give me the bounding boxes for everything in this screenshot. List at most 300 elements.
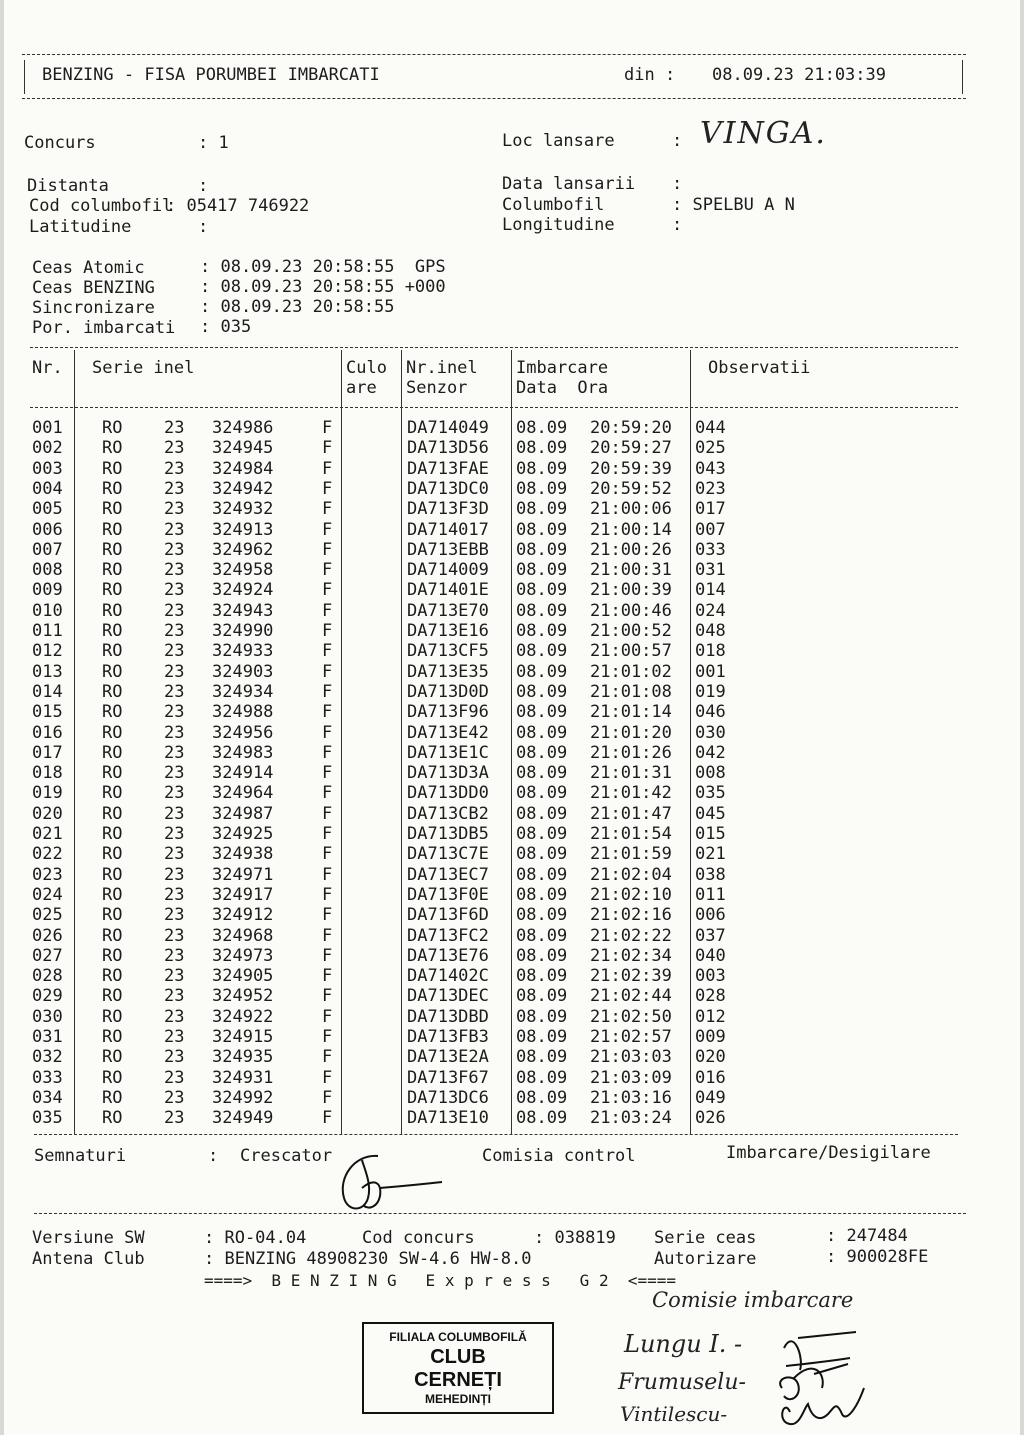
row-country: RO [102,438,123,459]
row-sensor: DA713EC7 [407,864,489,885]
row-year: 23 [164,844,185,865]
columbofil-value: : SPELBU A N [672,195,795,215]
row-year: 23 [164,681,185,702]
row-observation: 044 [695,418,726,438]
loc-lansare-value: VINGA. [700,116,827,151]
row-ring-number: 324938 [212,844,274,865]
row-observation: 049 [695,1087,726,1108]
row-country: RO [102,986,123,1007]
row-sensor: DA713F3D [407,499,489,520]
row-date: 08.09 [516,986,568,1007]
row-nr: 014 [32,681,63,702]
row-sensor: DA713F96 [407,702,489,723]
row-ring-number: 324914 [212,763,274,784]
row-year: 23 [164,661,185,682]
table-row [4,702,1020,722]
row-ring-number: 324934 [212,681,274,702]
table-row [4,1068,1020,1088]
row-ring-number: 324905 [212,966,274,987]
row-ring-number: 324949 [212,1108,274,1129]
row-sensor: DA713E10 [407,1108,489,1129]
row-date: 08.09 [516,1027,568,1047]
row-sex: F [322,600,333,621]
row-country: RO [102,945,123,966]
row-sensor: DA713E16 [407,621,489,641]
table-row [4,499,1020,519]
table-row [4,986,1020,1006]
row-time: 21:02:22 [590,925,672,946]
row-country: RO [102,600,123,621]
row-date: 08.09 [516,580,568,601]
row-nr: 028 [32,966,63,987]
row-ring-number: 324962 [212,539,274,560]
row-time: 21:00:52 [590,621,672,641]
row-date: 08.09 [516,783,568,804]
row-observation: 031 [695,560,726,581]
row-year: 23 [164,560,185,581]
row-date: 08.09 [516,1047,568,1068]
row-time: 21:00:39 [590,580,672,601]
row-year: 23 [164,742,185,763]
row-country: RO [102,803,123,824]
row-nr: 033 [32,1067,63,1088]
ceas-atomic-label: Ceas Atomic [32,258,145,278]
row-observation: 009 [695,1027,726,1047]
row-observation: 035 [695,783,726,804]
imbarcare-desigilare-label: Imbarcare/Desigilare [726,1143,931,1163]
autorizare-value: : 900028FE [826,1247,929,1267]
row-date: 08.09 [516,600,568,621]
row-sex: F [322,1067,333,1088]
row-time: 21:01:47 [590,803,672,824]
row-sensor: DA713E70 [407,600,489,621]
row-sensor: DA713DC0 [407,478,489,499]
stamp-line-2: CLUB [430,1346,486,1368]
longitudine-value: : [672,215,683,235]
row-sex: F [322,681,333,702]
document-title: BENZING - FISA PORUMBEI IMBARCATI [42,65,380,85]
row-time: 21:02:39 [590,966,672,987]
row-country: RO [102,742,123,763]
row-sex: F [322,539,333,560]
row-observation: 015 [695,824,726,844]
row-time: 21:00:31 [590,560,672,581]
row-country: RO [102,1087,123,1108]
row-sex: F [322,478,333,499]
row-sex: F [322,742,333,763]
row-time: 21:02:57 [590,1027,672,1047]
row-nr: 020 [32,803,63,824]
row-nr: 021 [32,824,63,844]
row-sex: F [322,722,333,743]
row-observation: 020 [695,1047,726,1068]
row-sensor: DA713F0E [407,884,489,905]
row-date: 08.09 [516,681,568,702]
row-time: 21:01:20 [590,722,672,743]
row-country: RO [102,905,123,926]
row-observation: 026 [695,1108,726,1129]
table-row [4,865,1020,885]
row-date: 08.09 [516,641,568,662]
table-top-rule [30,347,958,348]
data-lansarii-value: : [672,174,683,194]
row-time: 21:01:26 [590,742,672,763]
serie-ceas-value: : 247484 [826,1226,908,1246]
row-sensor: DA713FC2 [407,925,489,946]
row-nr: 001 [32,418,63,438]
row-nr: 004 [32,478,63,499]
row-country: RO [102,722,123,743]
row-observation: 023 [695,478,726,499]
footer-top-rule [34,1213,966,1214]
columbofil-label: Columbofil [502,195,605,215]
row-year: 23 [164,1067,185,1088]
row-time: 21:01:08 [590,681,672,702]
row-observation: 003 [695,966,726,987]
row-observation: 048 [695,621,726,641]
comisie-imbarcare-note: Comisie imbarcare [652,1288,854,1312]
row-ring-number: 324958 [212,560,274,581]
row-sex: F [322,641,333,662]
concurs-value: : 1 [198,133,229,153]
row-sensor: DA713C7E [407,844,489,865]
row-sensor: DA713EBB [407,539,489,560]
row-nr: 023 [32,864,63,885]
row-time: 21:03:03 [590,1047,672,1068]
crescator-signature [334,1148,454,1218]
row-nr: 009 [32,580,63,601]
row-time: 21:01:31 [590,763,672,784]
row-year: 23 [164,1027,185,1047]
row-sex: F [322,458,333,479]
header-nr: Nr. [32,358,63,378]
row-time: 21:01:59 [590,844,672,865]
table-row [4,1088,1020,1108]
commission-member-1: Lungu I. - [624,1330,743,1358]
row-country: RO [102,1108,123,1129]
row-time: 21:02:04 [590,864,672,885]
date-label: din : [624,65,676,85]
row-date: 08.09 [516,884,568,905]
row-ring-number: 324925 [212,824,274,844]
header-serie-inel: Serie inel [92,358,195,378]
table-row [4,418,1020,438]
table-row [4,763,1020,783]
row-country: RO [102,763,123,784]
row-country: RO [102,478,123,499]
commission-signatures [764,1318,884,1432]
row-sex: F [322,519,333,540]
row-observation: 014 [695,580,726,601]
row-time: 21:01:02 [590,661,672,682]
table-row [4,905,1020,925]
row-country: RO [102,1047,123,1068]
row-date: 08.09 [516,621,568,641]
ceas-benzing-label: Ceas BENZING [32,278,155,298]
row-observation: 006 [695,905,726,926]
header-bottom-rule [22,98,966,99]
row-date: 08.09 [516,864,568,885]
row-date: 08.09 [516,702,568,723]
latitudine-label: Latitudine [29,217,132,237]
table-row [4,438,1020,458]
row-observation: 008 [695,763,726,784]
row-nr: 010 [32,600,63,621]
row-date: 08.09 [516,844,568,865]
row-ring-number: 324968 [212,925,274,946]
row-country: RO [102,824,123,844]
antena-club-label: Antena Club [32,1249,145,1269]
row-date: 08.09 [516,519,568,540]
table-row [4,1108,1020,1128]
row-sex: F [322,499,333,520]
row-nr: 013 [32,661,63,682]
row-nr: 008 [32,560,63,581]
row-ring-number: 324973 [212,945,274,966]
row-sex: F [322,824,333,844]
row-time: 21:01:54 [590,824,672,844]
row-time: 21:00:06 [590,499,672,520]
row-date: 08.09 [516,966,568,987]
row-country: RO [102,499,123,520]
row-date: 08.09 [516,945,568,966]
row-country: RO [102,925,123,946]
row-observation: 007 [695,519,726,540]
row-year: 23 [164,783,185,804]
porumbei-imbarcati-value: : 035 [200,317,252,337]
row-sex: F [322,783,333,804]
header-left-border [24,60,25,94]
row-sex: F [322,925,333,946]
row-time: 21:03:16 [590,1087,672,1108]
row-nr: 032 [32,1047,63,1068]
table-header-rule [30,407,958,408]
row-date: 08.09 [516,803,568,824]
row-ring-number: 324931 [212,1067,274,1088]
table-row [4,783,1020,803]
row-nr: 011 [32,621,63,641]
header-imbarcare-2: Data Ora [516,378,609,398]
row-year: 23 [164,1108,185,1129]
row-ring-number: 324912 [212,905,274,926]
row-time: 21:00:57 [590,641,672,662]
row-year: 23 [164,925,185,946]
sincronizare-value: : 08.09.23 20:58:55 [200,297,395,317]
cod-concurs-label: Cod concurs [362,1228,475,1248]
row-nr: 005 [32,499,63,520]
row-ring-number: 324942 [212,478,274,499]
row-year: 23 [164,945,185,966]
row-date: 08.09 [516,742,568,763]
table-row [4,580,1020,600]
row-time: 21:02:44 [590,986,672,1007]
row-observation: 018 [695,641,726,662]
row-country: RO [102,661,123,682]
row-nr: 015 [32,702,63,723]
row-ring-number: 324987 [212,803,274,824]
row-nr: 027 [32,945,63,966]
row-sex: F [322,844,333,865]
row-observation: 045 [695,803,726,824]
row-year: 23 [164,763,185,784]
row-date: 08.09 [516,1006,568,1027]
row-time: 20:59:52 [590,478,672,499]
row-year: 23 [164,722,185,743]
table-row [4,946,1020,966]
row-ring-number: 324903 [212,661,274,682]
header-observatii: Observatii [708,358,811,378]
row-observation: 043 [695,458,726,479]
row-year: 23 [164,621,185,641]
row-time: 21:00:14 [590,519,672,540]
row-observation: 016 [695,1067,726,1088]
stamp-line-4: MEHEDINȚI [425,1392,491,1406]
row-year: 23 [164,641,185,662]
row-observation: 042 [695,742,726,763]
row-country: RO [102,580,123,601]
row-country: RO [102,519,123,540]
table-row [4,459,1020,479]
ceas-atomic-value: : 08.09.23 20:58:55 GPS [200,257,446,277]
row-ring-number: 324964 [212,783,274,804]
row-sensor: DA713CB2 [407,803,489,824]
row-sensor: DA713DB5 [407,824,489,844]
table-row [4,926,1020,946]
cod-columbofil-value: : 05417 746922 [166,196,310,216]
row-nr: 035 [32,1108,63,1129]
row-observation: 024 [695,600,726,621]
row-sex: F [322,1027,333,1047]
row-year: 23 [164,966,185,987]
row-time: 21:01:42 [590,783,672,804]
row-observation: 028 [695,986,726,1007]
row-time: 21:01:14 [590,702,672,723]
table-bottom-rule [34,1134,958,1135]
row-date: 08.09 [516,824,568,844]
row-ring-number: 324932 [212,499,274,520]
longitudine-label: Longitudine [502,215,615,235]
row-country: RO [102,641,123,662]
row-ring-number: 324952 [212,986,274,1007]
row-sensor: DA713E2A [407,1047,489,1068]
row-observation: 021 [695,844,726,865]
row-observation: 012 [695,1006,726,1027]
row-country: RO [102,864,123,885]
row-nr: 022 [32,844,63,865]
row-nr: 025 [32,905,63,926]
row-sex: F [322,1047,333,1068]
row-date: 08.09 [516,1108,568,1129]
row-country: RO [102,884,123,905]
table-row [4,662,1020,682]
row-date: 08.09 [516,458,568,479]
row-observation: 019 [695,681,726,702]
header-right-border [962,60,963,94]
row-time: 21:00:26 [590,539,672,560]
semnaturi-sep: : [208,1146,219,1166]
table-row [4,1027,1020,1047]
row-time: 21:02:16 [590,905,672,926]
header-nr-inel-1: Nr.inel [406,358,478,378]
row-year: 23 [164,1047,185,1068]
row-sex: F [322,1108,333,1129]
row-ring-number: 324913 [212,519,274,540]
row-sex: F [322,580,333,601]
row-sex: F [322,884,333,905]
row-nr: 031 [32,1027,63,1047]
row-nr: 002 [32,438,63,459]
row-sex: F [322,438,333,459]
row-observation: 025 [695,438,726,459]
header-nr-inel-2: Senzor [406,378,468,398]
header-top-rule [22,54,966,55]
row-date: 08.09 [516,499,568,520]
row-sensor: DA714049 [407,418,489,438]
row-date: 08.09 [516,905,568,926]
row-date: 08.09 [516,722,568,743]
row-ring-number: 324983 [212,742,274,763]
row-date: 08.09 [516,478,568,499]
serie-ceas-label: Serie ceas [654,1228,757,1248]
row-observation: 037 [695,925,726,946]
table-row [4,824,1020,844]
row-year: 23 [164,438,185,459]
porumbei-imbarcati-label: Por. imbarcati [32,318,176,338]
row-ring-number: 324915 [212,1027,274,1047]
table-row [4,966,1020,986]
row-sensor: DA713F6D [407,905,489,926]
row-sensor: DA713E1C [407,742,489,763]
header-culoare-1: Culo [346,358,387,378]
row-nr: 024 [32,884,63,905]
table-body [4,418,1020,1130]
row-ring-number: 324988 [212,702,274,723]
row-year: 23 [164,884,185,905]
row-sensor: DA713D3A [407,763,489,784]
row-observation: 030 [695,722,726,743]
row-date: 08.09 [516,560,568,581]
row-country: RO [102,418,123,438]
row-nr: 012 [32,641,63,662]
crescator-label: Crescator [240,1146,333,1166]
row-sex: F [322,905,333,926]
row-sex: F [322,1006,333,1027]
row-sensor: DA713DD0 [407,783,489,804]
row-sensor: DA713DEC [407,986,489,1007]
row-ring-number: 324933 [212,641,274,662]
row-time: 21:00:46 [590,600,672,621]
row-year: 23 [164,478,185,499]
row-date: 08.09 [516,661,568,682]
row-nr: 017 [32,742,63,763]
row-observation: 040 [695,945,726,966]
row-country: RO [102,458,123,479]
row-nr: 026 [32,925,63,946]
row-sensor: DA713FAE [407,458,489,479]
row-nr: 018 [32,763,63,784]
row-year: 23 [164,864,185,885]
row-year: 23 [164,702,185,723]
table-row [4,479,1020,499]
row-sensor: DA713DBD [407,1006,489,1027]
stamp-line-1: FILIALA COLUMBOFILĂ [389,1330,527,1344]
row-date: 08.09 [516,438,568,459]
row-time: 20:59:39 [590,458,672,479]
row-ring-number: 324990 [212,621,274,641]
loc-lansare-sep: : [672,131,683,151]
row-ring-number: 324922 [212,1006,274,1027]
row-nr: 034 [32,1087,63,1108]
